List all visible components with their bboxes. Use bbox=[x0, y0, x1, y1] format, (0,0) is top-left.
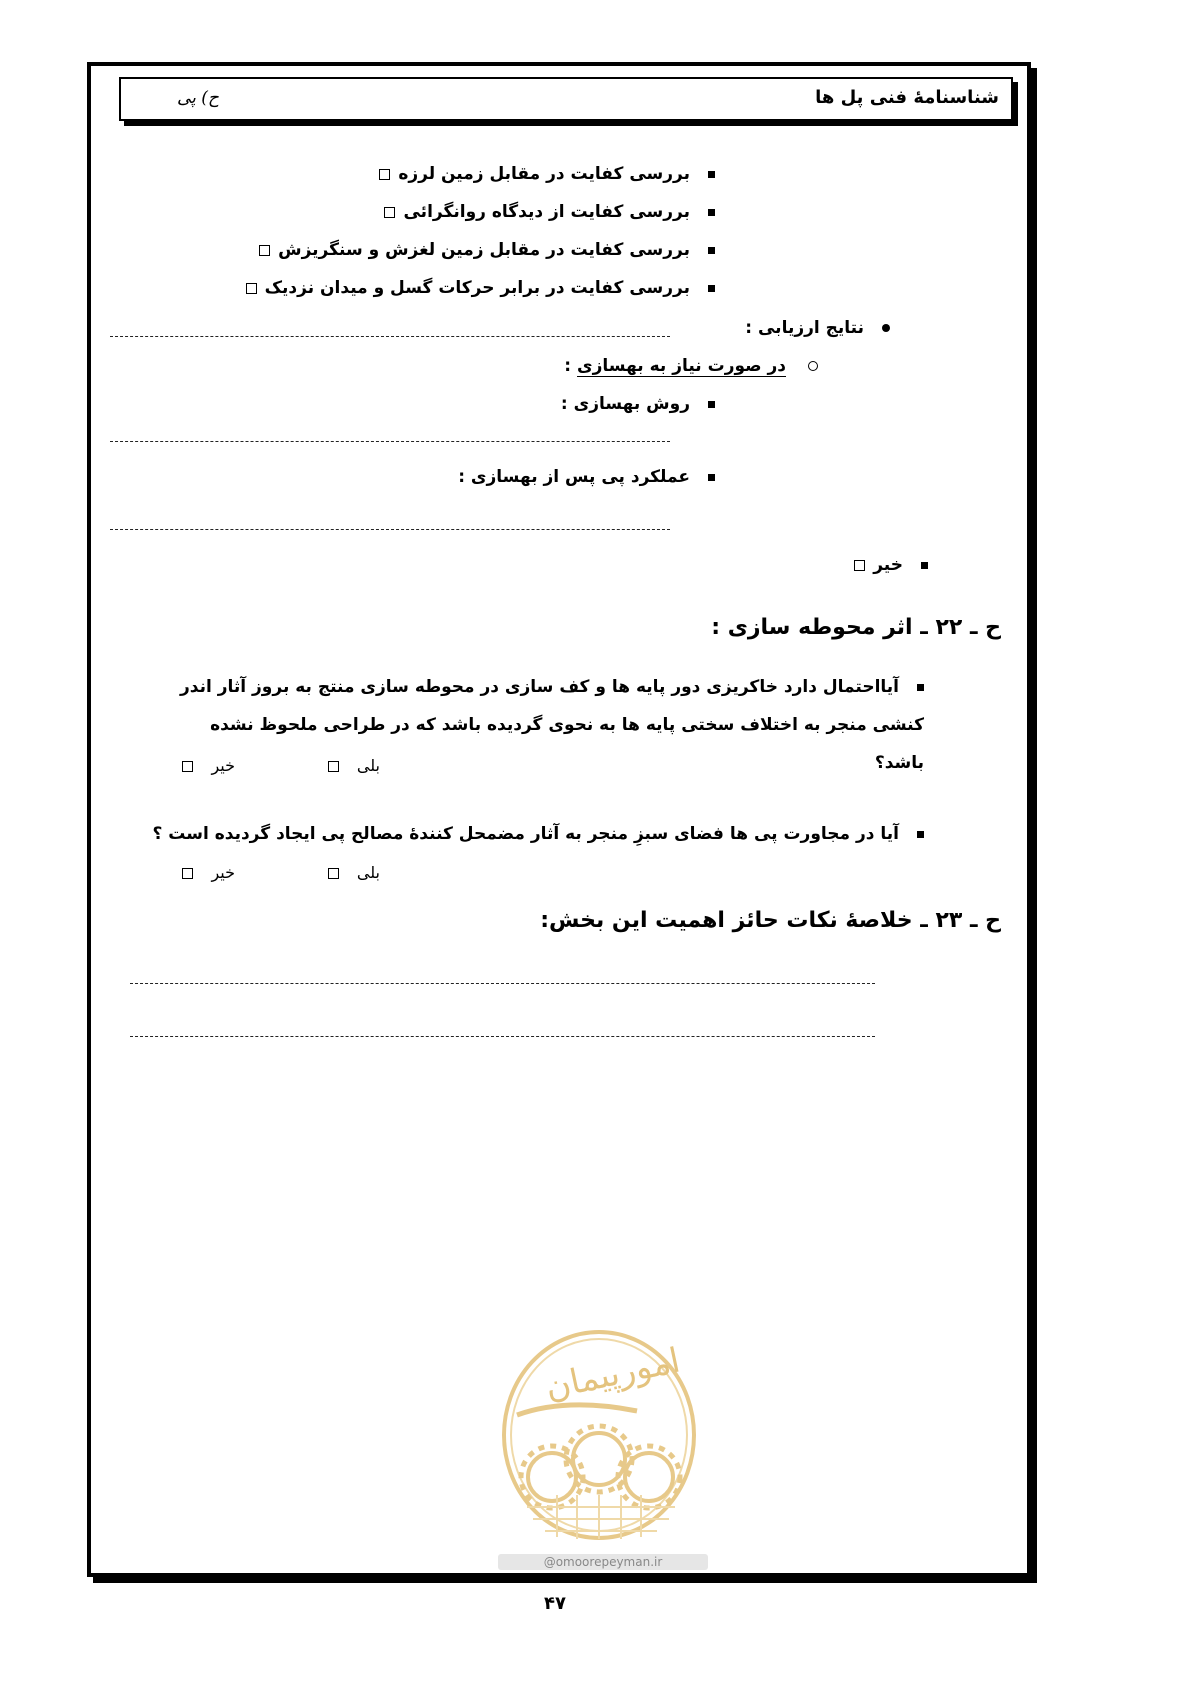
no-item: خیر bbox=[846, 555, 928, 575]
checkbox-icon[interactable] bbox=[328, 761, 339, 772]
square-bullet-icon bbox=[708, 171, 715, 178]
section-22-title: ح ـ ۲۲ ـ اثر محوطه سازی : bbox=[711, 615, 1001, 640]
square-bullet-icon bbox=[708, 285, 715, 292]
square-bullet-icon bbox=[921, 562, 928, 569]
header-section: ح) پی bbox=[177, 88, 219, 108]
watermark-logo-icon bbox=[497, 1327, 702, 1542]
method-fill-line[interactable] bbox=[110, 441, 670, 442]
question-2: آیا در مجاورت پی ها فضای سبزِ منجر به آثار مضمحل کنندۀ مصالح پی ایجاد گردیده است ؟ bbox=[144, 815, 924, 853]
checkbox-icon[interactable] bbox=[259, 245, 270, 256]
square-bullet-icon bbox=[708, 401, 715, 408]
section-23-title: ح ـ ۲۳ ـ خلاصۀ نکات حائز اهمیت این بخش: bbox=[540, 908, 1001, 933]
q1-no-option[interactable]: خیر bbox=[174, 756, 235, 775]
performance-fill-line[interactable] bbox=[110, 529, 670, 530]
checkbox-icon[interactable] bbox=[379, 169, 390, 180]
results-fill-line[interactable] bbox=[110, 336, 670, 337]
q2-yes-option[interactable]: بلی bbox=[320, 863, 380, 882]
square-bullet-icon bbox=[708, 209, 715, 216]
results-label: نتایج ارزیابی : bbox=[745, 318, 890, 338]
square-bullet-icon bbox=[708, 247, 715, 254]
checkbox-icon[interactable] bbox=[328, 868, 339, 879]
ring-bullet-icon bbox=[808, 361, 818, 371]
check-item-liquefaction: بررسی کفایت از دیدگاه روانگرائی bbox=[376, 202, 715, 222]
summary-fill-line-1[interactable] bbox=[130, 983, 875, 984]
performance-label: عملکرد پی پس از بهسازی : bbox=[458, 467, 715, 487]
checkbox-icon[interactable] bbox=[854, 560, 865, 571]
improvement-label: در صورت نیاز به بهسازی : bbox=[564, 356, 818, 376]
square-bullet-icon bbox=[708, 474, 715, 481]
summary-fill-line-2[interactable] bbox=[130, 1036, 875, 1037]
checkbox-icon[interactable] bbox=[384, 207, 395, 218]
question-1: آیااحتمال دارد خاکریزی دور پایه ها و کف سازی در محوطه سازی منتج به بروز آثار اندر کنشی منجر به اختلاف سختی پایه ها به نحوی گردیده باشد که در طراحی ملحوظ نشده باشد؟ bbox=[179, 677, 924, 773]
watermark-site: @omoorepeyman.ir bbox=[498, 1554, 708, 1570]
check-item-landslide: بررسی کفایت در مقابل زمین لغزش و سنگریزش bbox=[251, 240, 715, 260]
q2-no-option[interactable]: خیر bbox=[174, 863, 235, 882]
header-box bbox=[119, 77, 1013, 121]
square-bullet-icon bbox=[917, 831, 924, 838]
round-bullet-icon bbox=[882, 324, 890, 332]
checkbox-icon[interactable] bbox=[182, 868, 193, 879]
watermark-text: امورپیمان bbox=[541, 1340, 684, 1408]
square-bullet-icon bbox=[917, 684, 924, 691]
q1-yes-option[interactable]: بلی bbox=[320, 756, 380, 775]
page-number: ۴۷ bbox=[544, 1593, 566, 1614]
check-item-earthquake: بررسی کفایت در مقابل زمین لرزه bbox=[371, 164, 715, 184]
check-item-fault: بررسی کفایت در برابر حرکات گسل و میدان نزدیک bbox=[238, 278, 715, 298]
checkbox-icon[interactable] bbox=[182, 761, 193, 772]
header-title: شناسنامۀ فنی پل ها bbox=[815, 87, 999, 108]
checkbox-icon[interactable] bbox=[246, 283, 257, 294]
method-label: روش بهسازی : bbox=[561, 394, 715, 414]
